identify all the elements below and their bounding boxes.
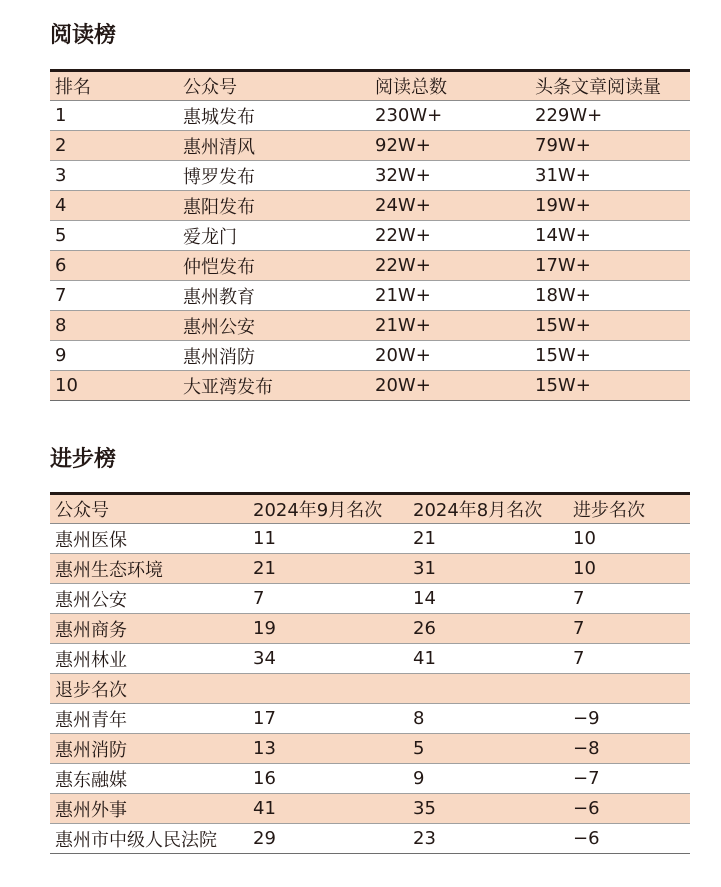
table-cell: 8: [408, 704, 568, 734]
table-row: [50, 794, 690, 824]
table-cell: 32W+: [370, 161, 530, 191]
table-cell: 3: [50, 161, 178, 191]
table-cell: 9: [50, 341, 178, 371]
table-cell: 惠州青年: [50, 704, 248, 734]
table-cell: 惠州林业: [50, 644, 248, 674]
table-cell: 惠州消防: [178, 341, 370, 371]
table-cell: 7: [568, 614, 690, 644]
table-cell: 5: [50, 221, 178, 251]
header-account: 公众号: [50, 494, 248, 524]
table-cell: 15W+: [530, 371, 690, 401]
table-cell: 21: [408, 524, 568, 554]
table-cell: 惠州公安: [50, 584, 248, 614]
table-cell: 229W+: [530, 101, 690, 131]
header-rank: 排名: [50, 71, 178, 101]
table-cell: −6: [568, 794, 690, 824]
table-cell: 19: [248, 614, 408, 644]
progress-rank-body: [50, 524, 690, 854]
progress-rank-title: 进步榜: [50, 447, 117, 472]
table-cell: 22W+: [370, 221, 530, 251]
table-cell: 惠州生态环境: [50, 554, 248, 584]
table-row: [50, 131, 690, 161]
table-cell: −8: [568, 734, 690, 764]
table-cell: 41: [248, 794, 408, 824]
table-row: [50, 824, 690, 854]
reading-rank-body: [50, 101, 690, 401]
reading-rank-title: 阅读榜: [50, 23, 117, 48]
table-row: [50, 554, 690, 584]
table-cell: 惠州教育: [178, 281, 370, 311]
table-cell: 21W+: [370, 311, 530, 341]
table-cell: 21W+: [370, 281, 530, 311]
table-row: [50, 371, 690, 401]
table-cell: [408, 674, 568, 704]
table-cell: 退步名次: [50, 674, 248, 704]
table-cell: 博罗发布: [178, 161, 370, 191]
table-row: [50, 341, 690, 371]
table-row: [50, 644, 690, 674]
table-cell: 11: [248, 524, 408, 554]
table-row: [50, 221, 690, 251]
table-cell: 79W+: [530, 131, 690, 161]
table-cell: 92W+: [370, 131, 530, 161]
table-cell: 惠州公安: [178, 311, 370, 341]
table-cell: 26: [408, 614, 568, 644]
table-cell: 2: [50, 131, 178, 161]
table-cell: 13: [248, 734, 408, 764]
header-progress: 进步名次: [568, 494, 690, 524]
table-cell: 31: [408, 554, 568, 584]
table-row: [50, 101, 690, 131]
table-cell: 9: [408, 764, 568, 794]
table-cell: 15W+: [530, 341, 690, 371]
table-cell: 8: [50, 311, 178, 341]
table-cell: 惠阳发布: [178, 191, 370, 221]
reading-rank-table: [50, 69, 690, 401]
header-sep-rank: 2024年9月名次: [248, 494, 408, 524]
table-cell: 20W+: [370, 371, 530, 401]
table-cell: 14W+: [530, 221, 690, 251]
table-cell: 7: [568, 584, 690, 614]
table-row: [50, 524, 690, 554]
table-cell: 24W+: [370, 191, 530, 221]
table-cell: [248, 674, 408, 704]
table-cell: −7: [568, 764, 690, 794]
table-cell: 10: [568, 524, 690, 554]
table-cell: 23: [408, 824, 568, 854]
table-cell: 7: [568, 644, 690, 674]
table-cell: 仲恺发布: [178, 251, 370, 281]
table-cell: 17: [248, 704, 408, 734]
table-cell: 5: [408, 734, 568, 764]
table-row: [50, 734, 690, 764]
table-cell: 惠州市中级人民法院: [50, 824, 248, 854]
progress-rank-table: [50, 492, 690, 854]
table-cell: 15W+: [530, 311, 690, 341]
table-row: [50, 674, 690, 704]
header-account: 公众号: [178, 71, 370, 101]
table-row: [50, 161, 690, 191]
table-cell: 14: [408, 584, 568, 614]
header-aug-rank: 2024年8月名次: [408, 494, 568, 524]
table-cell: 4: [50, 191, 178, 221]
table-row: [50, 584, 690, 614]
table-cell: 惠城发布: [178, 101, 370, 131]
table-cell: 惠州商务: [50, 614, 248, 644]
table-cell: 10: [50, 371, 178, 401]
table-cell: 41: [408, 644, 568, 674]
table-cell: 爱龙门: [178, 221, 370, 251]
table-cell: −9: [568, 704, 690, 734]
table-row: [50, 281, 690, 311]
table-cell: 22W+: [370, 251, 530, 281]
table-cell: 惠东融媒: [50, 764, 248, 794]
table-cell: [568, 674, 690, 704]
table-cell: 230W+: [370, 101, 530, 131]
progress-rank-header-row: [50, 494, 690, 524]
table-row: [50, 251, 690, 281]
table-row: [50, 311, 690, 341]
table-cell: 7: [50, 281, 178, 311]
table-row: [50, 764, 690, 794]
table-cell: 惠州清风: [178, 131, 370, 161]
table-cell: 31W+: [530, 161, 690, 191]
table-cell: 35: [408, 794, 568, 824]
table-cell: 惠州消防: [50, 734, 248, 764]
table-row: [50, 191, 690, 221]
table-row: [50, 614, 690, 644]
table-cell: 7: [248, 584, 408, 614]
table-cell: 29: [248, 824, 408, 854]
table-cell: 16: [248, 764, 408, 794]
table-cell: 1: [50, 101, 178, 131]
table-cell: 19W+: [530, 191, 690, 221]
table-cell: 惠州医保: [50, 524, 248, 554]
header-headline-reads: 头条文章阅读量: [530, 71, 690, 101]
table-cell: 18W+: [530, 281, 690, 311]
table-cell: 惠州外事: [50, 794, 248, 824]
table-cell: 21: [248, 554, 408, 584]
table-row: [50, 704, 690, 734]
table-cell: 大亚湾发布: [178, 371, 370, 401]
table-cell: 34: [248, 644, 408, 674]
table-cell: 20W+: [370, 341, 530, 371]
reading-rank-header-row: [50, 71, 690, 101]
table-cell: −6: [568, 824, 690, 854]
table-cell: 17W+: [530, 251, 690, 281]
table-cell: 10: [568, 554, 690, 584]
table-cell: 6: [50, 251, 178, 281]
header-total-reads: 阅读总数: [370, 71, 530, 101]
